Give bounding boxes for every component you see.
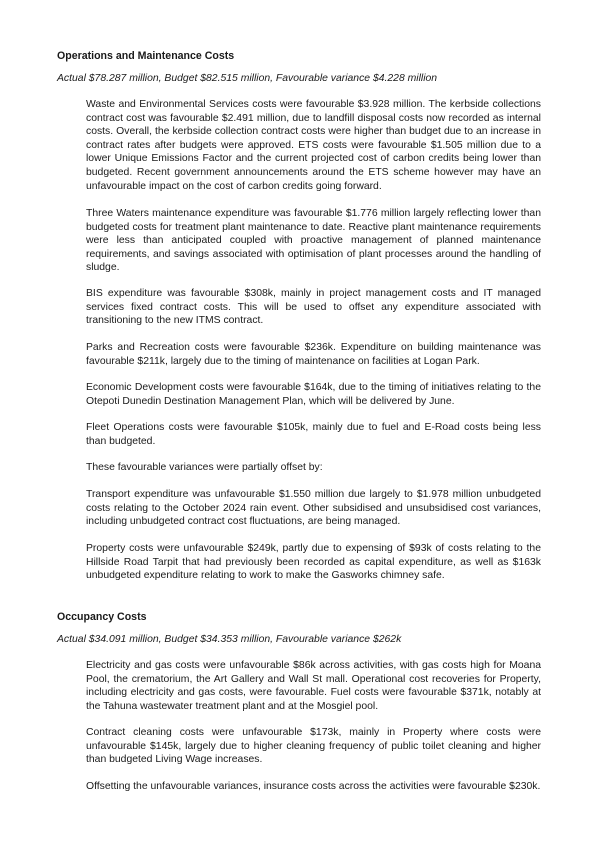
paragraph-property: Property costs were unfavourable $249k, partly due to expensing of $93k of costs relating to the Hillside Road Tarpit that had previously been recorded as capital expenditure, as well as $163k unbudgeted expenditure relating to work to make the Gasworks chimney safe. — [86, 543, 541, 582]
paragraph-offset-intro: These favourable variances were partially offset by: — [86, 462, 323, 473]
section-heading-operations: Operations and Maintenance Costs — [57, 50, 235, 62]
paragraph-bis: BIS expenditure was favourable $308k, mainly in project management costs and IT managed services fixed contract costs. This will be used to offset any expenditure associated with transitioning to the new ITMS contract. — [86, 288, 541, 327]
paragraph-electricity-gas: Electricity and gas costs were unfavourable $86k across activities, with gas costs high for Moana Pool, the crematorium, the Art Gallery and Wall St mall. Operational cost recoveries for Property, including electricity and gas costs, were favourable. Fuel costs were favourable $371k, notably at the Tahuna wastewater treatment plant and at the Mosgiel pool. — [86, 660, 541, 712]
paragraph-economic-development: Economic Development costs were favourable $164k, due to the timing of initiatives relating to the Otepoti Dunedin Destination Management Plan, which will be delivered by June. — [86, 382, 541, 407]
paragraph-insurance: Offsetting the unfavourable variances, insurance costs across the activities were favourable $230k. — [86, 781, 541, 792]
paragraph-contract-cleaning: Contract cleaning costs were unfavourable $173k, mainly in Property where costs were unfavourable $145k, largely due to higher cleaning frequency of public toilet cleaning and higher than budgeted Living Wage increases. — [86, 727, 541, 766]
section-summary-operations: Actual $78.287 million, Budget $82.515 million, Favourable variance $4.228 million — [57, 73, 438, 84]
section-summary-occupancy: Actual $34.091 million, Budget $34.353 million, Favourable variance $262k — [57, 634, 402, 645]
section-heading-occupancy: Occupancy Costs — [57, 611, 147, 623]
paragraph-transport: Transport expenditure was unfavourable $1.550 million due largely to $1.978 million unbudgeted costs relating to the October 2024 rain event. Other subsidised and unsubsidised cost variances, including unbudgeted contract cost fluctuations, are being managed. — [86, 489, 541, 528]
paragraph-waste-environmental: Waste and Environmental Services costs were favourable $3.928 million. The kerbside collections contract cost was favourable $2.491 million, due to landfill disposal costs now recorded as internal costs. Overall, the kerbside collection contract costs were higher than budget due to an increase in contract rates after budgets were approved. ETS costs were favourable $1.505 million due to a lower Unique Emissions Factor and the current projected cost of carbon credits being lower than budgeted. Recent government announcements around the ETS scheme however may have an unfavourable impact on the cost of carbon credits going forward. — [86, 99, 541, 192]
paragraph-fleet-operations: Fleet Operations costs were favourable $105k, mainly due to fuel and E-Road costs being less than budgeted. — [86, 422, 541, 447]
paragraph-parks-recreation: Parks and Recreation costs were favourable $236k. Expenditure on building maintenance was favourable $211k, largely due to the timing of maintenance on facilities at Logan Park. — [86, 342, 541, 367]
paragraph-three-waters: Three Waters maintenance expenditure was favourable $1.776 million largely reflecting lower than budgeted costs for treatment plant maintenance to date. Reactive plant maintenance requirements were less than anticipated coupled with proactive management of planned maintenance requirements, and savings associated with optimisation of plant processes around the handling of sludge. — [86, 208, 541, 274]
